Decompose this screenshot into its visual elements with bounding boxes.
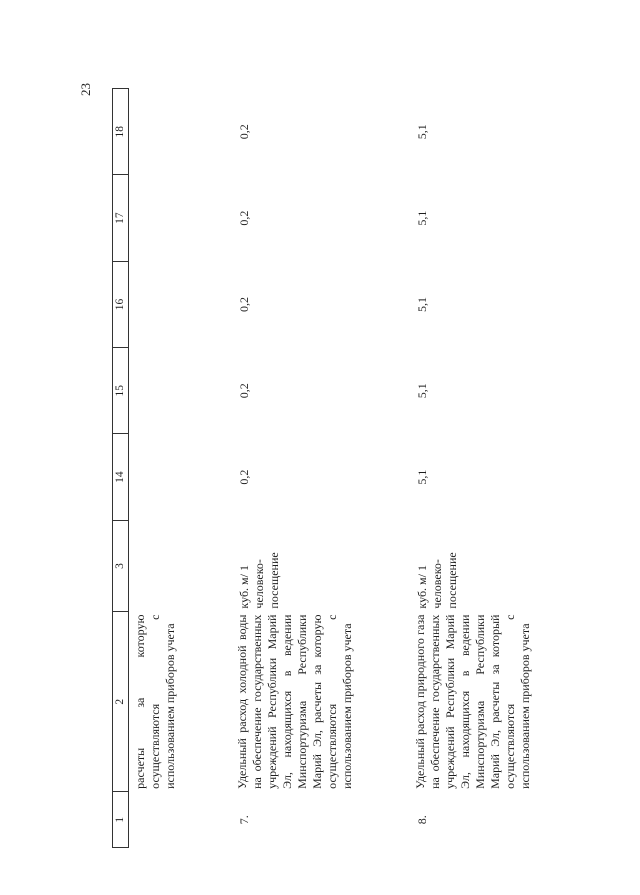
column-header: 18 [113, 89, 129, 175]
column-header: 1 [113, 792, 129, 848]
row-unit: куб. м/ 1 человеко-посещение [415, 552, 459, 609]
row-description: расчеты за которую осуществляются с использованием приборов учета [133, 614, 177, 789]
row-number [129, 792, 232, 848]
value-cell [129, 348, 232, 434]
value-cell: 5,1 [415, 469, 429, 485]
value-cell: 5,1 [415, 210, 429, 226]
value-cell [129, 89, 232, 175]
value-cell: 0,2 [237, 296, 251, 312]
table-row [409, 89, 565, 848]
row-unit: куб. м/ 1 человеко-посещение [237, 552, 281, 609]
value-cell: 5,1 [415, 383, 429, 399]
row-number: 8. [415, 815, 429, 825]
value-cell: 0,2 [237, 124, 251, 140]
page-number: 23 [78, 83, 93, 96]
value-cell [129, 434, 232, 520]
value-cell: 0,2 [237, 469, 251, 485]
value-cell: 5,1 [415, 124, 429, 140]
value-cell: 5,1 [415, 296, 429, 312]
table-header-row [113, 89, 129, 848]
row-unit [129, 520, 232, 611]
data-table [112, 88, 565, 848]
value-cell [129, 175, 232, 261]
value-cell [129, 261, 232, 347]
column-header: 3 [113, 520, 129, 611]
row-number: 7. [237, 815, 251, 825]
column-header: 2 [113, 612, 129, 792]
table-row [129, 89, 232, 848]
row-description: Удельный расход холодной воды на обеспечение государственных учреждений Республики Марий Эл, находящихся в ведении Минспортуризма Республики Марий Эл, расчеты за которую осуществляются с использованием приборов учета [235, 614, 354, 789]
value-cell: 0,2 [237, 210, 251, 226]
column-header: 17 [113, 175, 129, 261]
column-header: 15 [113, 348, 129, 434]
table-row [231, 89, 409, 848]
rotated-table-container [112, 88, 542, 848]
column-header: 14 [113, 434, 129, 520]
column-header: 16 [113, 261, 129, 347]
row-description: Удельный расход природного газа на обеспечение государственных учреждений Республики Марий Эл, находящихся в ведении Минспортуризма Республики Марий Эл, расчеты за который осуществляются с использованием приборов учета [413, 614, 532, 789]
value-cell: 0,2 [237, 383, 251, 399]
